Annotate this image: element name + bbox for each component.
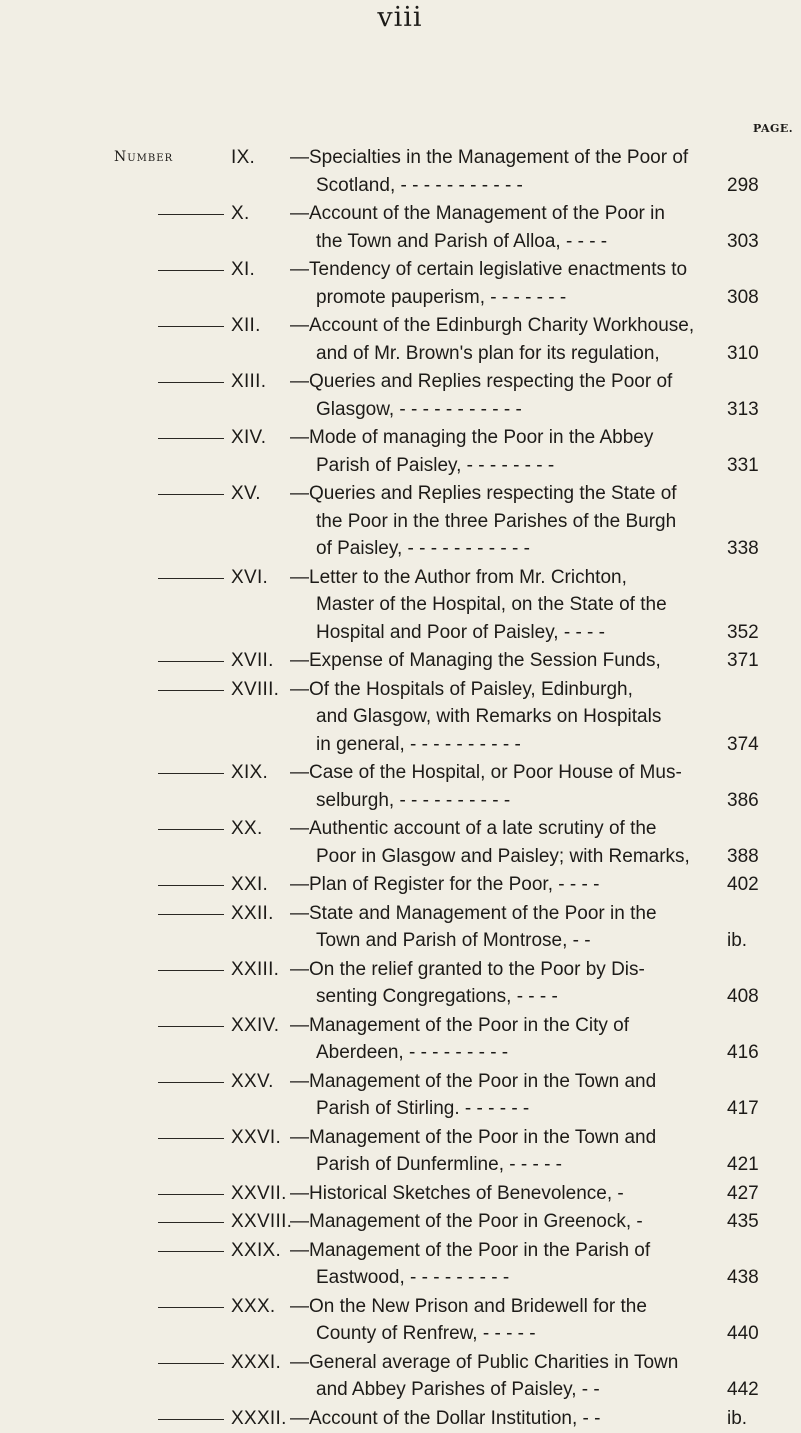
- entry-numeral: XX.: [231, 818, 263, 839]
- contents-entry: [0, 480, 801, 563]
- ditto-rule: [158, 326, 224, 327]
- entry-title: —Tendency of certain legislative enactments to promote pauperism, - - - - - - -: [288, 256, 721, 311]
- ditto-rule: [158, 438, 224, 439]
- entry-numeral: X.: [231, 203, 250, 224]
- entry-title: —Management of the Poor in the Parish of Eastwood, - - - - - - - - -: [288, 1237, 721, 1292]
- entry-title: —Management of the Poor in the City of Aberdeen, - - - - - - - - -: [288, 1012, 721, 1067]
- entry-title: —Account of the Management of the Poor in the Town and Parish of Alloa, - - - -: [288, 200, 721, 255]
- contents-entry: [0, 564, 801, 647]
- entry-numeral: XXIII.: [231, 958, 280, 980]
- entry-page-number: 386: [727, 789, 759, 811]
- page-number: viii: [377, 2, 423, 33]
- contents-entry: [0, 647, 801, 675]
- entry-title-continuation: Master of the Hospital, on the State of the: [316, 594, 667, 615]
- entry-numeral: XII.: [231, 315, 261, 336]
- entry-title-continuation: Eastwood, - - - - - - - - -: [316, 1267, 510, 1288]
- entry-title-continuation: and of Mr. Brown's plan for its regulation,: [316, 342, 660, 364]
- entry-numeral: XXXII.: [231, 1407, 287, 1429]
- entry-title: —Letter to the Author from Mr. Crichton, Master of the Hospital, on the State of the Hospital and Poor of Paisley, - - - -: [288, 564, 721, 647]
- entry-title-line: State and Management of the Poor in the: [309, 902, 657, 924]
- ditto-rule: [158, 1251, 224, 1252]
- table-of-contents: [0, 144, 801, 1433]
- ditto-rule: [158, 1082, 224, 1083]
- contents-entry: [0, 1293, 801, 1348]
- entry-page-number: 421: [727, 1154, 759, 1175]
- entry-title: —Plan of Register for the Poor, - - - -: [290, 874, 600, 895]
- entry-page-number: 408: [727, 986, 759, 1007]
- entry-title: —Management of the Poor in the Town and Parish of Stirling. - - - - - -: [288, 1068, 721, 1123]
- entry-title-line: Expense of Managing the Session Funds,: [309, 650, 661, 671]
- entry-title: —Authentic account of a late scrutiny of the Poor in Glasgow and Paisley; with Remarks,: [288, 815, 721, 870]
- entry-title-line: Tendency of certain legislative enactments to: [309, 259, 688, 280]
- entry-page-number: 442: [727, 1379, 759, 1400]
- entry-prefix: [0, 676, 280, 704]
- contents-entry: [0, 1068, 801, 1123]
- entry-prefix: [0, 144, 256, 172]
- contents-entry: [0, 871, 801, 899]
- ditto-rule: [158, 1222, 224, 1223]
- entry-title-line: On the New Prison and Bridewell for the: [309, 1295, 647, 1317]
- entry-title-continuation: and Glasgow, with Remarks on Hospitals: [316, 706, 662, 727]
- entry-numeral: XVI.: [231, 566, 269, 588]
- entry-title-line: On the relief granted to the Poor by Dis-: [309, 958, 645, 980]
- entry-title-continuation: and Abbey Parishes of Paisley, - -: [316, 1379, 600, 1400]
- entry-page-number: 338: [727, 538, 759, 559]
- entry-title-continuation: of Paisley, - - - - - - - - - - -: [316, 538, 530, 559]
- entry-page-number: 308: [727, 286, 759, 308]
- contents-entry: [0, 1012, 801, 1067]
- entry-page-number: 416: [727, 1042, 759, 1063]
- entry-numeral: XVIII.: [231, 678, 280, 700]
- entry-title: —Specialties in the Management of the Poor of Scotland, - - - - - - - - - - -: [288, 144, 721, 199]
- entry-title-continuation: Hospital and Poor of Paisley, - - - -: [316, 621, 605, 643]
- entry-numeral: XI.: [231, 259, 256, 280]
- entry-title-line: General average of Public Charities in Town: [309, 1351, 679, 1373]
- entry-numeral: XXIV.: [231, 1014, 280, 1036]
- entry-title-continuation: promote pauperism, - - - - - - -: [316, 286, 567, 308]
- contents-entry: [0, 368, 801, 423]
- entry-title-line: Queries and Replies respecting the State of: [309, 483, 677, 504]
- entry-title: —Management of the Poor in Greenock, -: [290, 1211, 643, 1232]
- entry-numeral: XXV.: [231, 1070, 274, 1092]
- contents-entry: [0, 1124, 801, 1179]
- entry-numeral: XXXI.: [231, 1351, 282, 1373]
- page-column-label: PAGE.: [753, 122, 794, 135]
- ditto-rule: [158, 1194, 224, 1195]
- entry-title-continuation: Town and Parish of Montrose, - -: [316, 930, 591, 951]
- entry-title-continuation: in general, - - - - - - - - - -: [316, 733, 521, 755]
- entry-prefix: [0, 1293, 276, 1321]
- entry-numeral: XXX.: [231, 1295, 276, 1317]
- ditto-rule: [158, 914, 224, 915]
- entry-page-number: 402: [727, 874, 759, 895]
- entry-prefix: [0, 1237, 282, 1265]
- entry-title-continuation: the Poor in the three Parishes of the Burgh: [316, 510, 677, 532]
- entry-title-continuation: senting Congregations, - - - -: [316, 986, 558, 1007]
- entry-title-line: Queries and Replies respecting the Poor of: [309, 371, 673, 392]
- ditto-rule: [158, 970, 224, 971]
- entry-title-line: Authentic account of a late scrutiny of the: [309, 818, 657, 839]
- entry-title: —Account of the Dollar Institution, - -: [290, 1407, 601, 1429]
- entry-numeral: IX.: [231, 147, 256, 168]
- contents-entry: [0, 759, 801, 814]
- contents-entry: [0, 676, 801, 759]
- entry-title-line: Of the Hospitals of Paisley, Edinburgh,: [309, 678, 633, 700]
- entry-title: —Of the Hospitals of Paisley, Edinburgh, and Glasgow, with Remarks on Hospitals in general, - - - - - - - - - -: [288, 676, 721, 759]
- entry-title-continuation: County of Renfrew, - - - - -: [316, 1323, 536, 1344]
- ditto-rule: [158, 270, 224, 271]
- entry-numeral: XVII.: [231, 650, 274, 671]
- entry-title-continuation: selburgh, - - - - - - - - - -: [316, 789, 511, 811]
- contents-entry: [0, 815, 801, 870]
- ditto-rule: [158, 885, 224, 886]
- entry-prefix: [0, 1012, 280, 1040]
- entry-title: —Case of the Hospital, or Poor House of Mus- selburgh, - - - - - - - - - -: [288, 759, 721, 814]
- entry-title-line: Management of the Poor in Greenock, -: [309, 1211, 643, 1232]
- contents-entry: [0, 1180, 801, 1208]
- entry-title-continuation: Glasgow, - - - - - - - - - - -: [316, 398, 522, 420]
- contents-entry: [0, 256, 801, 311]
- entry-title-continuation: Aberdeen, - - - - - - - - -: [316, 1042, 509, 1063]
- contents-entry: [0, 1237, 801, 1292]
- entry-title: —Historical Sketches of Benevolence, -: [290, 1182, 624, 1204]
- entry-title-line: Case of the Hospital, or Poor House of Mus-: [309, 762, 682, 783]
- contents-entry: [0, 1349, 801, 1404]
- ditto-rule: [158, 1138, 224, 1139]
- entry-page-number: 388: [727, 845, 759, 867]
- entry-title-line: Management of the Poor in the City of: [309, 1014, 630, 1036]
- entry-page-number: 313: [727, 398, 759, 420]
- entry-prefix: [0, 480, 261, 508]
- entry-page-number: 303: [727, 230, 759, 252]
- contents-entry: [0, 312, 801, 367]
- contents-entry: [0, 200, 801, 255]
- contents-entry: [0, 1405, 801, 1433]
- entry-title: —Expense of Managing the Session Funds,: [290, 650, 661, 671]
- ditto-rule: [158, 1026, 224, 1027]
- ditto-rule: [158, 578, 224, 579]
- entry-prefix: [0, 312, 261, 340]
- entry-prefix: [0, 759, 269, 787]
- entry-page-number: 310: [727, 342, 759, 364]
- entry-title-continuation: Parish of Stirling. - - - - - -: [316, 1098, 530, 1119]
- entry-title-line: Management of the Poor in the Parish of: [309, 1239, 651, 1261]
- ditto-rule: [158, 661, 224, 662]
- entry-prefix: [0, 200, 250, 228]
- entry-page-number: ib.: [727, 1407, 748, 1429]
- entry-title: —Queries and Replies respecting the State of the Poor in the three Parishes of the Burgh of Paisley, - - - - - - - - - - -: [288, 480, 721, 563]
- entry-title: —Account of the Edinburgh Charity Workhouse, and of Mr. Brown's plan for its regulation,: [288, 312, 721, 367]
- entry-page-number: 352: [727, 621, 759, 643]
- entry-page-number: 371: [727, 650, 759, 671]
- entry-title-line: Plan of Register for the Poor, - - - -: [309, 874, 600, 895]
- entry-title-line: Management of the Poor in the Town and: [309, 1126, 657, 1148]
- entry-prefix: [0, 424, 267, 452]
- entry-page-number: 298: [727, 174, 759, 196]
- entry-title: —Management of the Poor in the Town and Parish of Dunfermline, - - - - -: [288, 1124, 721, 1179]
- number-label: Number: [114, 149, 174, 165]
- entry-numeral: XXVIII.: [231, 1211, 293, 1232]
- entry-prefix: [0, 647, 274, 675]
- entry-title-continuation: Parish of Dunfermline, - - - - -: [316, 1154, 562, 1175]
- entry-prefix: [0, 1068, 274, 1096]
- entry-prefix: [0, 956, 280, 984]
- contents-entry: [0, 144, 801, 199]
- entry-title: —State and Management of the Poor in the Town and Parish of Montrose, - -: [288, 900, 721, 955]
- entry-prefix: [0, 1349, 282, 1377]
- entry-prefix: [0, 1405, 287, 1433]
- entry-title-continuation: the Town and Parish of Alloa, - - - -: [316, 230, 608, 252]
- ditto-rule: [158, 690, 224, 691]
- entry-page-number: 435: [727, 1211, 759, 1232]
- entry-prefix: [0, 871, 269, 899]
- entry-title-line: Account of the Dollar Institution, - -: [309, 1407, 601, 1429]
- entry-numeral: XXVI.: [231, 1126, 282, 1148]
- entry-numeral: XXII.: [231, 902, 274, 924]
- ditto-rule: [158, 829, 224, 830]
- entry-numeral: XXVII.: [231, 1182, 287, 1204]
- entry-title-continuation: Parish of Paisley, - - - - - - - -: [316, 454, 555, 476]
- entry-title: —General average of Public Charities in Town and Abbey Parishes of Paisley, - -: [288, 1349, 721, 1404]
- ditto-rule: [158, 382, 224, 383]
- ditto-rule: [158, 1363, 224, 1364]
- entry-numeral: XXIX.: [231, 1239, 282, 1261]
- entry-numeral: XV.: [231, 483, 261, 504]
- entry-page-number: ib.: [727, 930, 748, 951]
- ditto-rule: [158, 773, 224, 774]
- entry-prefix: [0, 368, 267, 396]
- contents-entry: [0, 424, 801, 479]
- entry-page-number: 427: [727, 1182, 759, 1204]
- entry-page-number: 438: [727, 1267, 759, 1288]
- ditto-rule: [158, 494, 224, 495]
- ditto-rule: [158, 1307, 224, 1308]
- entry-title-continuation: Scotland, - - - - - - - - - - -: [316, 174, 523, 196]
- entry-page-number: 417: [727, 1098, 759, 1119]
- contents-entry: [0, 1208, 801, 1236]
- entry-page-number: 374: [727, 733, 759, 755]
- contents-entry: [0, 956, 801, 1011]
- entry-prefix: [0, 564, 269, 592]
- entry-prefix: [0, 900, 274, 928]
- entry-title-line: Account of the Management of the Poor in: [309, 203, 665, 224]
- entry-page-number: 440: [727, 1323, 759, 1344]
- entry-page-number: 331: [727, 454, 759, 476]
- entry-numeral: XIX.: [231, 762, 269, 783]
- entry-prefix: [0, 1180, 287, 1208]
- entry-numeral: XIII.: [231, 371, 267, 392]
- entry-numeral: XXI.: [231, 874, 269, 895]
- entry-prefix: [0, 1208, 293, 1236]
- entry-title-line: Management of the Poor in the Town and: [309, 1070, 657, 1092]
- entry-prefix: [0, 1124, 282, 1152]
- ditto-rule: [158, 214, 224, 215]
- entry-title-line: Historical Sketches of Benevolence, -: [309, 1182, 624, 1204]
- ditto-rule: [158, 1419, 224, 1420]
- entry-title-line: Specialties in the Management of the Poor of: [309, 147, 689, 168]
- entry-numeral: XIV.: [231, 427, 267, 448]
- entry-title-line: Account of the Edinburgh Charity Workhouse,: [309, 315, 695, 336]
- entry-title-continuation: Poor in Glasgow and Paisley; with Remarks,: [316, 845, 690, 867]
- entry-title: —On the relief granted to the Poor by Dis- senting Congregations, - - - -: [288, 956, 721, 1011]
- contents-entry: [0, 900, 801, 955]
- entry-title: —Mode of managing the Poor in the Abbey Parish of Paisley, - - - - - - - -: [288, 424, 721, 479]
- entry-prefix: [0, 815, 263, 843]
- entry-prefix: [0, 256, 256, 284]
- entry-title: —Queries and Replies respecting the Poor of Glasgow, - - - - - - - - - - -: [288, 368, 721, 423]
- entry-title-line: Letter to the Author from Mr. Crichton,: [309, 566, 627, 588]
- entry-title-line: Mode of managing the Poor in the Abbey: [309, 427, 654, 448]
- entry-title: —On the New Prison and Bridewell for the County of Renfrew, - - - - -: [288, 1293, 721, 1348]
